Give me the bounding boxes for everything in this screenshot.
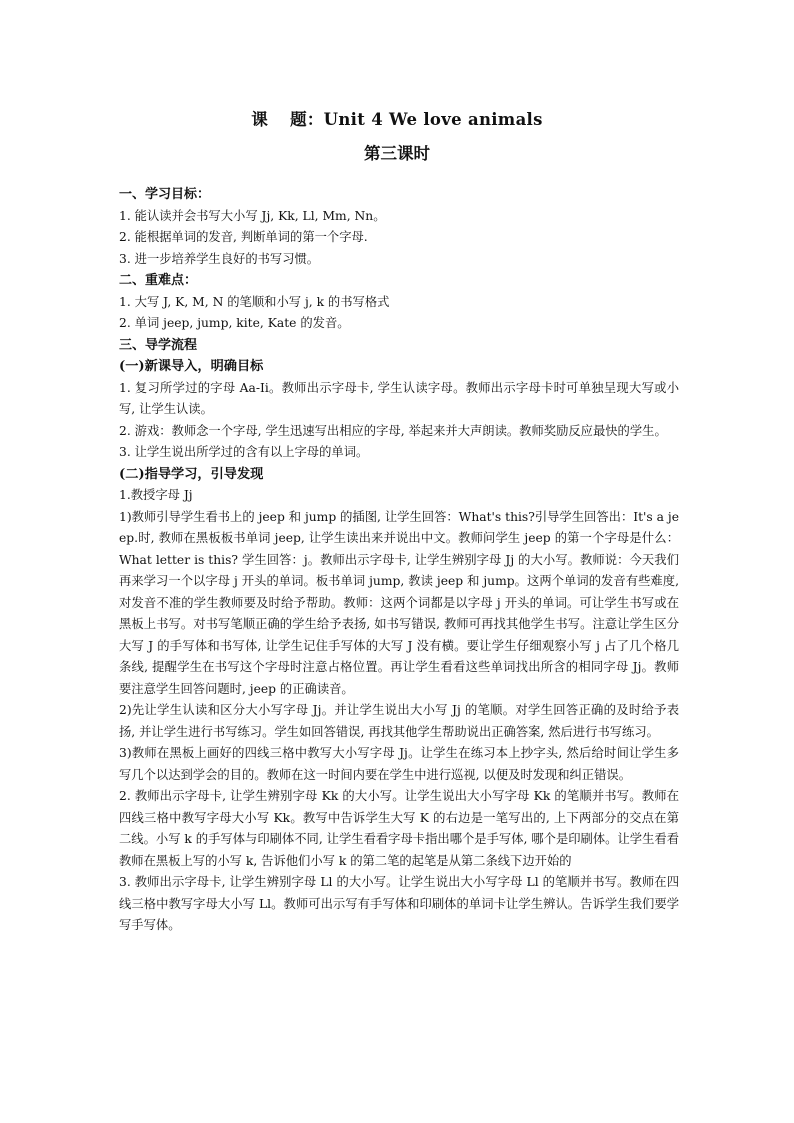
guided-paragraph-kk: 2. 教师出示字母卡, 让学生辨别字母 Kk 的大小写。让学生说出大小写字母 Kk 的笔顺并书写。教师在四线三格中教写字母大小写 Kk。教写中告诉学生大写 K 的右边是一笔写出的, 上下两部分的交点在第二线。小写 k 的手写体与印刷体不同, 让学生看看字母卡指出哪个是手写体, 哪个是印刷体。让学生看看教师在黑板上写的小写 k, 告诉他们小写 k 的第二笔的起笔是从第二条线下边开始的 bbox=[119, 789, 679, 868]
goal-item-2: 2. 能根据单词的发音, 判断单词的第一个字母. bbox=[119, 230, 368, 244]
title-main: 题：Unit 4 We love animals bbox=[290, 110, 543, 129]
intro-step-2: 2. 游戏：教师念一个字母, 学生迅速写出相应的字母, 举起来并大声朗读。教师奖励反应最快的学生。 bbox=[119, 423, 667, 438]
page-subtitle: 第三课时 bbox=[364, 144, 430, 163]
title-prefix: 课 bbox=[251, 110, 269, 129]
intro-step-3: 3. 让学生说出所学过的含有以上字母的单词。 bbox=[119, 445, 369, 459]
goal-item-3: 3. 进一步培养学生良好的书写习惯。 bbox=[119, 251, 320, 266]
page-title bbox=[0, 106, 794, 130]
subsection-heading-intro: (一)新课导入，明确目标 bbox=[119, 359, 264, 374]
key-point-1: 1. 大写 J, K, M, N 的笔顺和小写 j, k 的书写格式 bbox=[119, 294, 390, 309]
goal-item-1: 1. 能认读并会书写大小写 Jj, Kk, Ll, Mm, Nn。 bbox=[119, 208, 386, 223]
intro-step-1: 1. 复习所学过的字母 Aa-Ii。教师出示字母卡, 学生认读字母。教师出示字母卡时可单独呈现大写或小写, 让学生认读。 bbox=[119, 380, 679, 416]
guided-paragraph-1: 1)教师引导学生看书上的 jeep 和 jump 的插图, 让学生回答：What's this?引导学生回答出：It's a jeep.时, 教师在黑板板书单词 jeep, 让学生读出来并说出中文。教师问学生 jeep 的第一个字母是什么：What letter is this? 学生回答：j。教师出示字母卡, 让学生辨别字母 Jj 的大小写。教师说：今天我们再来学习一个以字母 j 开头的单词。板书单词 jump, 教读 jeep 和 jump。这两个单词的发音有些难度, 对发音不准的学生教师要及时给予帮助。教师：这两个词都是以字母 j 开头的单词。可让学生书写或在黑板上书写。对书写笔顺正确的学生给予表扬, 如书写错误, 教师可再找其他学生书写。注意让学生区分大写 J 的手写体和书写体, 让学生记住手写体的大写 J 没有横。要让学生仔细观察小写 j 占了几个格几条线, 提醒学生在书写这个字母时注意占格位置。再让学生看看这些单词找出所含的相同字母 Jj。教师要注意学生回答问题时, jeep 的正确读音。 bbox=[119, 509, 679, 696]
guided-paragraph-2: 2)先让学生认读和区分大小写字母 Jj。并让学生说出大小写 Jj 的笔顺。对学生回答正确的及时给予表扬, 并让学生进行书写练习。学生如回答错误, 再找其他学生帮助说出正确答案, 然后进行书写练习。 bbox=[119, 703, 679, 739]
guided-paragraph-3: 3)教师在黑板上画好的四线三格中教写大小写字母 Jj。让学生在练习本上抄字头, 然后给时间让学生多写几个以达到学会的目的。教师在这一时间内要在学生中进行巡视, 以便及时发现和纠正错误。 bbox=[119, 746, 679, 782]
section-heading-process: 三、导学流程 bbox=[119, 337, 198, 353]
key-point-2: 2. 单词 jeep, jump, kite, Kate 的发音。 bbox=[119, 316, 350, 330]
subsection-heading-guided: (二)指导学习，引导发现 bbox=[119, 466, 264, 482]
section-heading-goals: 一、学习目标： bbox=[119, 187, 211, 202]
document-body bbox=[119, 184, 679, 937]
section-heading-key-points: 二、重难点： bbox=[119, 273, 198, 288]
guided-paragraph-ll: 3. 教师出示字母卡, 让学生辨别字母 Ll 的大小写。让学生说出大小写字母 Ll 的笔顺并书写。教师在四线三格中教写字母大小写 Ll。教师可出示写有手写体和印刷体的单词卡让学生辨认。告诉学生我们要学写手写体。 bbox=[119, 875, 679, 932]
guided-item-jj-title: 1.教授字母 Jj bbox=[119, 488, 193, 502]
